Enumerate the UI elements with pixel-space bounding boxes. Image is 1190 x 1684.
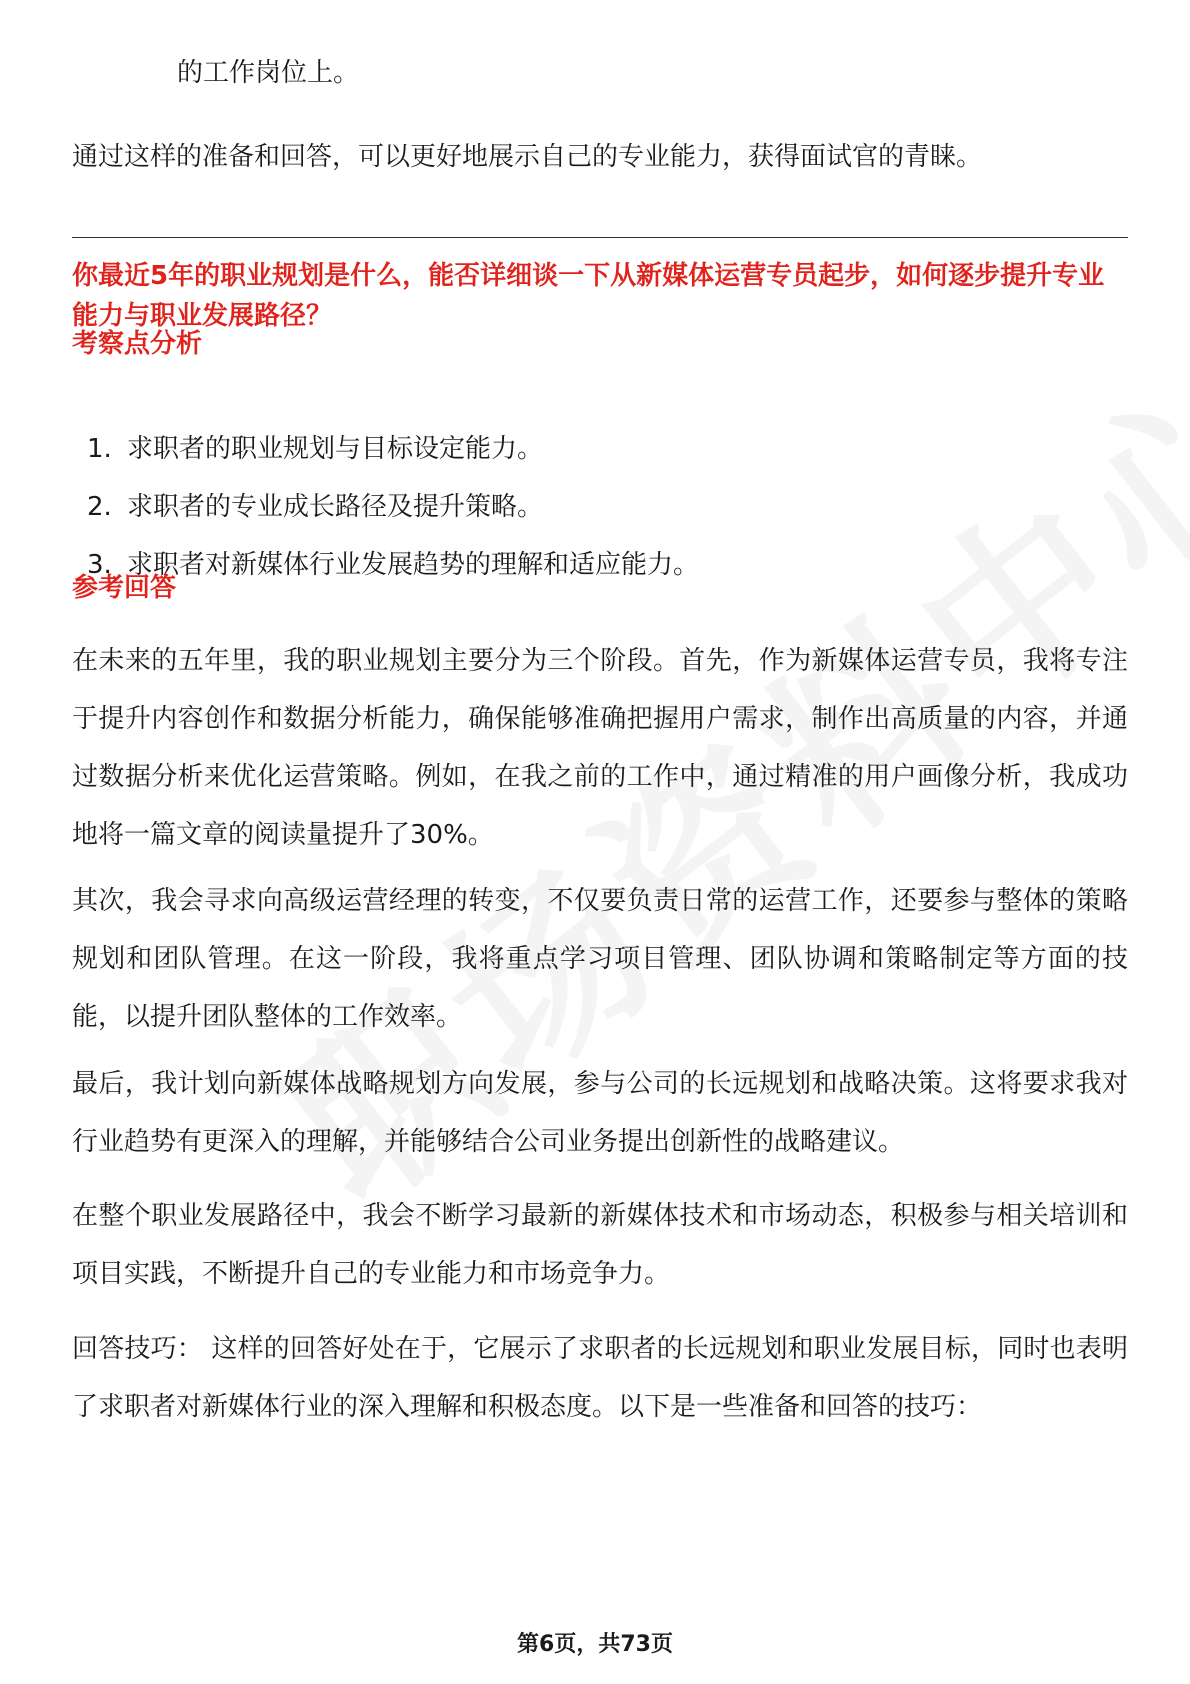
list-item-text: 求职者的职业规划与目标设定能力。 <box>127 434 544 464</box>
answer-heading: 参考回答 <box>72 573 177 603</box>
list-item-text: 求职者对新媒体行业发展趋势的理解和适应能力。 <box>127 550 700 580</box>
answer-paragraph-4: 在整个职业发展路径中，我会不断学习最新的新媒体技术和市场动态，积极参与相关培训和项目实践，不断提升自己的专业能力和市场竞争力。 <box>72 1201 1128 1289</box>
answer-paragraph-2: 其次，我会寻求向高级运营经理的转变，不仅要负责日常的运营工作，还要参与整体的策略规划和团队管理。在这一阶段，我将重点学习项目管理、团队协调和策略制定等方面的技能，以提升团队整体的工作效率。 <box>72 886 1128 1032</box>
answer-tips-paragraph: 回答技巧： 这样的回答好处在于，它展示了求职者的长远规划和职业发展目标，同时也表明了求职者对新媒体行业的深入理解和积极态度。以下是一些准备和回答的技巧： <box>72 1334 1128 1422</box>
list-item <box>72 536 1072 594</box>
list-item-number: 3. <box>87 550 112 580</box>
page-number: 第6页，共73页 <box>517 1632 673 1657</box>
interview-question: 你最近5年的职业规划是什么，能否详细谈一下从新媒体运营专员起步，如何逐步提升专业能力与职业发展路径？ <box>72 261 1105 331</box>
list-item-number: 1. <box>87 434 112 464</box>
answer-paragraph-3: 最后，我计划向新媒体战略规划方向发展，参与公司的长远规划和战略决策。这将要求我对行业趋势有更深入的理解，并能够结合公司业务提出创新性的战略建议。 <box>72 1069 1128 1157</box>
list-item <box>72 420 1072 478</box>
answer-paragraph-1: 在未来的五年里，我的职业规划主要分为三个阶段。首先，作为新媒体运营专员，我将专注于提升内容创作和数据分析能力，确保能够准确把握用户需求，制作出高质量的内容，并通过数据分析来优化运营策略。例如，在我之前的工作中，通过精准的用户画像分析，我成功地将一篇文章的阅读量提升了30%。 <box>72 646 1128 850</box>
analysis-list <box>72 420 1072 594</box>
continued-line: 的工作岗位上。 <box>177 58 360 88</box>
analysis-heading: 考察点分析 <box>72 329 203 359</box>
list-item <box>72 478 1072 536</box>
summary-paragraph: 通过这样的准备和回答，可以更好地展示自己的专业能力，获得面试官的青睐。 <box>72 142 983 172</box>
list-item-number: 2. <box>87 492 112 522</box>
list-item-text: 求职者的专业成长路径及提升策略。 <box>127 492 544 522</box>
section-divider <box>72 237 1128 238</box>
